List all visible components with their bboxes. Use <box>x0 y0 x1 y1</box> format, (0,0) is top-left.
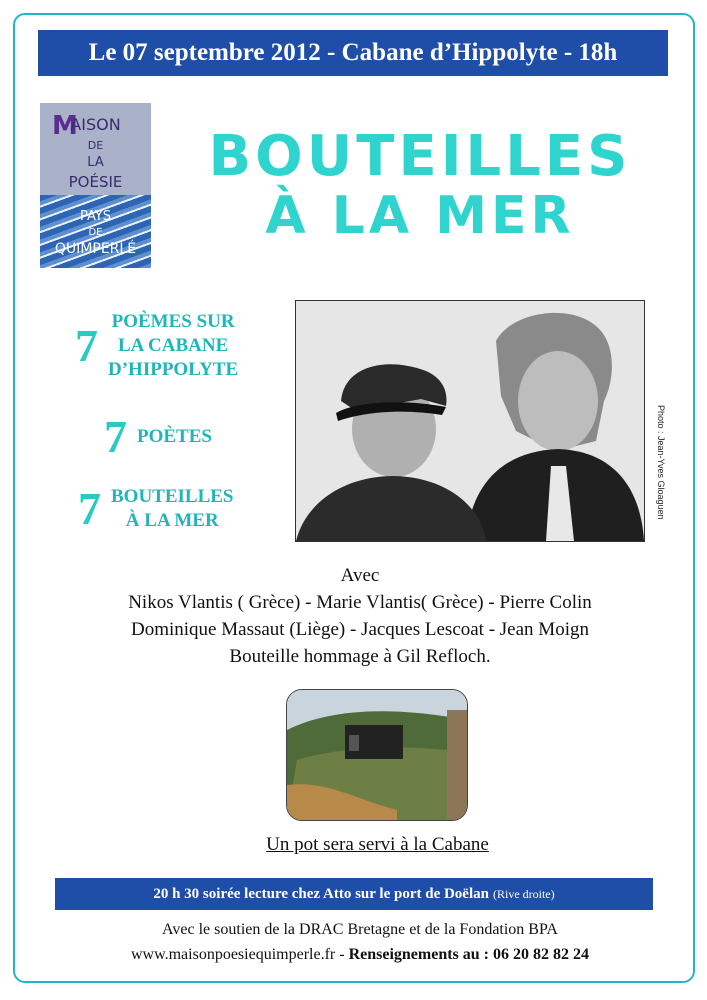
stat-label: BOUTEILLES À LA MER <box>111 485 234 531</box>
stat-bottles <box>78 482 234 535</box>
info-label: Renseignements au : <box>348 946 489 963</box>
pot-notice: Un pot sera servi à la Cabane <box>266 834 489 855</box>
contact-line <box>40 946 680 964</box>
participants-line-1: Nikos Vlantis ( Grèce) - Marie Vlantis( Grèce) - Pierre Colin <box>128 592 592 613</box>
stat-label: POÈTES <box>137 425 212 447</box>
logo-line-1: AISON <box>70 115 121 134</box>
logo-line-3: LA <box>87 155 104 170</box>
poets-photo <box>295 300 645 542</box>
logo-line-7: QUIMPERLÉ <box>54 241 137 257</box>
phone-number: 06 20 82 82 24 <box>489 946 589 963</box>
stat-number: 7 <box>75 320 98 372</box>
evening-note: (Rive droite) <box>492 886 555 901</box>
stat-poets <box>104 410 212 463</box>
contact-separator: - <box>335 946 349 963</box>
evening-banner <box>55 878 653 910</box>
stat-poems <box>75 310 275 381</box>
title-line-1: BOUTEILLES <box>208 124 632 189</box>
photo-credit: Photo : Jean-Yves Gloaguen <box>656 405 666 520</box>
logo-line-2: DE <box>87 139 104 152</box>
stat-number: 7 <box>78 483 101 534</box>
participants-block <box>40 562 680 670</box>
event-date-line: Le 07 septembre 2012 - Cabane d’Hippolyte - 18h <box>88 39 618 66</box>
event-banner <box>38 30 668 76</box>
maison-poesie-logo <box>40 103 151 268</box>
participants-line-3: Bouteille hommage à Gil Refloch. <box>229 646 491 667</box>
title-line-2: À LA MER <box>265 185 575 246</box>
logo-line-4: POÉSIE <box>68 173 123 191</box>
support-line: Avec le soutien de la DRAC Bretagne et de la Fondation BPA <box>162 921 558 938</box>
stat-label: POÈMES SUR LA CABANE D’HIPPOLYTE <box>108 311 239 380</box>
logo-initial: M <box>52 111 78 141</box>
cabin-photo <box>286 689 468 821</box>
stat-number: 7 <box>104 411 127 462</box>
participants-line-2: Dominique Massaut (Liège) - Jacques Lescoat - Jean Moign <box>131 619 589 640</box>
evening-main: 20 h 30 soirée lecture chez Atto sur le port de Doëlan <box>153 885 489 902</box>
poster-title <box>160 124 680 246</box>
participants-intro: Avec <box>340 565 380 586</box>
poets-photo-image <box>296 301 644 541</box>
website-link[interactable]: www.maisonpoesiequimperle.fr <box>130 946 336 963</box>
logo-line-6: DE <box>88 227 103 238</box>
cabin-photo-image <box>287 690 467 820</box>
logo-line-5: PAYS <box>79 209 112 224</box>
